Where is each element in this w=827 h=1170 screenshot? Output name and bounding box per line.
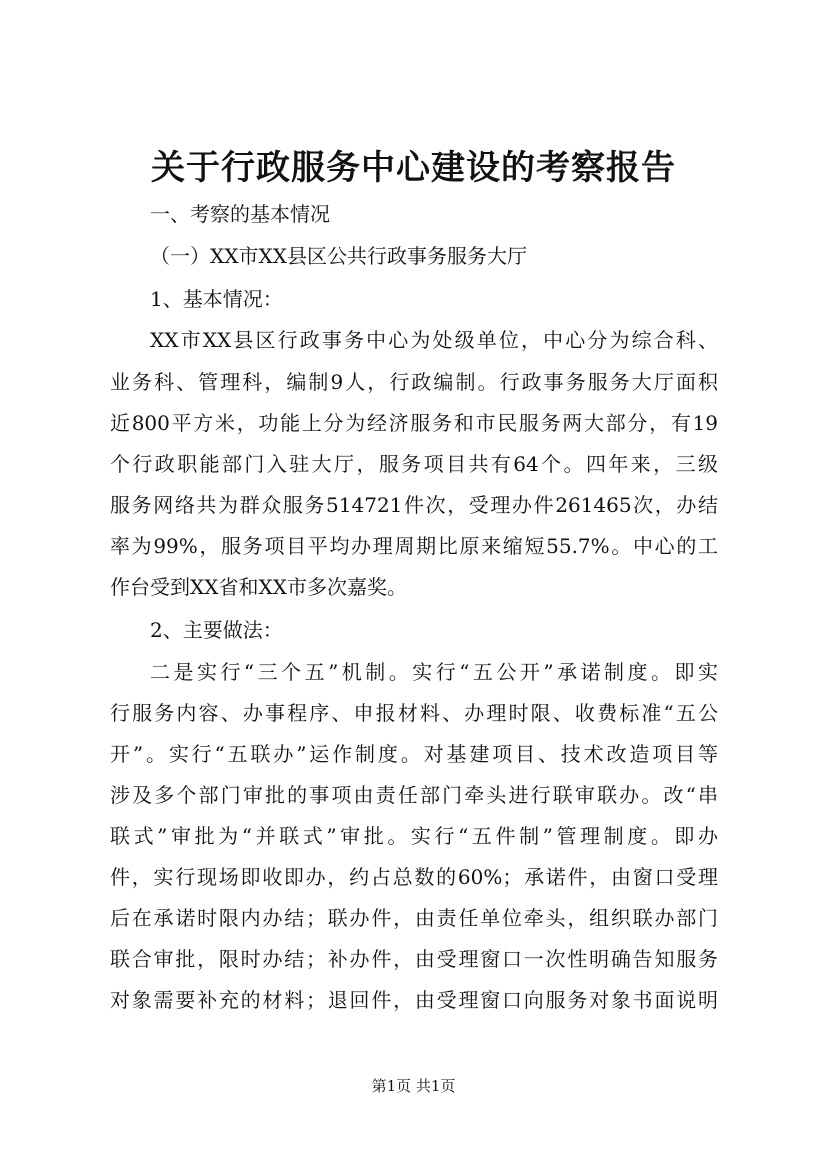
item-heading: 2、主要做法：: [150, 618, 283, 642]
paragraph-line: 联合审批，限时办结；补办件，由受理窗口一次性明确告知服务: [110, 947, 718, 971]
paragraph-line: 服务网络共为群众服务514721件次，受理办件261465次，办结: [110, 493, 718, 517]
paragraph-line: 行服务内容、办事程序、申报材料、办理时限、收费标准“五公: [110, 701, 718, 725]
paragraph-line: 后在承诺时限内办结；联办件，由责任单位牵头，组织联办部门: [110, 906, 718, 930]
paragraph-line: 个行政职能部门入驻大厅，服务项目共有64个。四年来，三级: [110, 452, 718, 476]
paragraph-line: 作台受到XX省和XX市多次嘉奖。: [110, 575, 407, 599]
paragraph-line: 对象需要补充的材料；退回件，由受理窗口向服务对象书面说明: [110, 988, 718, 1012]
paragraph-line: 件，实行现场即收即办，约占总数的60%；承诺件，由窗口受理: [110, 865, 718, 889]
section-heading: 一、考察的基本情况: [150, 202, 330, 226]
paragraph-line: XX市XX县区行政事务中心为处级单位，中心分为综合科、: [150, 328, 718, 352]
page-footer: 第1页 共1页: [371, 1077, 456, 1095]
paragraph-line: 二是实行“三个五”机制。实行“五公开”承诺制度。即实: [150, 660, 718, 684]
document-title: 关于行政服务中心建设的考察报告: [151, 148, 676, 188]
paragraph-line: 开”。实行“五联办”运作制度。对基建项目、技术改造项目等: [110, 742, 718, 766]
paragraph-line: 率为99%，服务项目平均办理周期比原来缩短55.7%。中心的工: [110, 534, 718, 558]
paragraph-line: 联式”审批为“并联式”审批。实行“五件制”管理制度。即办: [110, 824, 718, 848]
paragraph-line: 业务科、管理科，编制9人，行政编制。行政事务服务大厅面积: [110, 370, 718, 394]
paragraph-line: 近800平方米，功能上分为经济服务和市民服务两大部分，有19: [110, 411, 718, 435]
item-heading: 1、基本情况：: [150, 287, 283, 311]
subsection-heading: （一）XX市XX县区公共行政事务服务大厅: [150, 244, 527, 268]
paragraph-line: 涉及多个部门审批的事项由责任部门牵头进行联审联办。改“串: [110, 783, 718, 807]
